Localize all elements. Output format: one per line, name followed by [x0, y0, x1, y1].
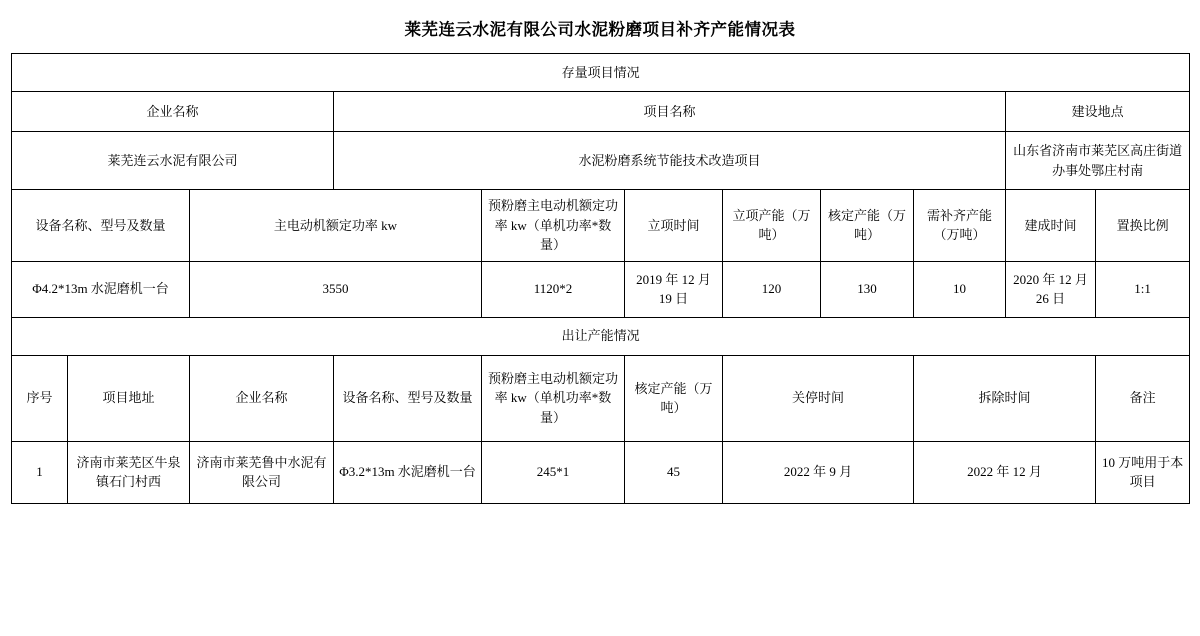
cell-pregrind-motor-power: 245*1	[482, 441, 625, 503]
table-row	[12, 190, 1190, 262]
header-required-capacity: 需补齐产能（万吨）	[914, 190, 1006, 262]
cell-project-address: 济南市莱芜区牛泉镇石门村西	[68, 441, 190, 503]
section-band-transfer	[12, 317, 1190, 355]
header-verified-capacity-2: 核定产能（万吨）	[625, 355, 723, 441]
cell-verified-capacity: 45	[625, 441, 723, 503]
header-company-name-2: 企业名称	[190, 355, 334, 441]
table-row	[12, 132, 1190, 190]
header-project-name: 项目名称	[334, 92, 1006, 132]
header-completion-date: 建成时间	[1006, 190, 1096, 262]
header-demolition-date: 拆除时间	[914, 355, 1096, 441]
header-approval-date: 立项时间	[625, 190, 723, 262]
value-approved-capacity: 120	[723, 261, 821, 317]
value-replacement-ratio: 1:1	[1096, 261, 1190, 317]
section-band-transfer-label: 出让产能情况	[12, 317, 1190, 355]
value-pregrind-motor-power: 1120*2	[482, 261, 625, 317]
header-project-address: 项目地址	[68, 355, 190, 441]
table-row	[12, 441, 1190, 503]
value-project-name: 水泥粉磨系统节能技术改造项目	[334, 132, 1006, 190]
cell-company-name: 济南市莱芜鲁中水泥有限公司	[190, 441, 334, 503]
header-equipment: 设备名称、型号及数量	[12, 190, 190, 262]
header-pregrind-motor-power-2: 预粉磨主电动机额定功率 kw（单机功率*数量）	[482, 355, 625, 441]
value-completion-date: 2020 年 12 月 26 日	[1006, 261, 1096, 317]
section-band-existing	[12, 54, 1190, 92]
cell-index: 1	[12, 441, 68, 503]
value-main-motor-power: 3550	[190, 261, 482, 317]
header-company-name: 企业名称	[12, 92, 334, 132]
cell-shutdown-date: 2022 年 9 月	[723, 441, 914, 503]
table-row	[12, 92, 1190, 132]
header-remarks: 备注	[1096, 355, 1190, 441]
cell-equipment: Φ3.2*13m 水泥磨机一台	[334, 441, 482, 503]
table-row	[12, 261, 1190, 317]
section-band-existing-label: 存量项目情况	[12, 54, 1190, 92]
header-replacement-ratio: 置换比例	[1096, 190, 1190, 262]
cell-demolition-date: 2022 年 12 月	[914, 441, 1096, 503]
value-company-name: 莱芜连云水泥有限公司	[12, 132, 334, 190]
header-main-motor-power: 主电动机额定功率 kw	[190, 190, 482, 262]
value-equipment: Φ4.2*13m 水泥磨机一台	[12, 261, 190, 317]
header-equipment-2: 设备名称、型号及数量	[334, 355, 482, 441]
value-approval-date: 2019 年 12 月 19 日	[625, 261, 723, 317]
value-build-location: 山东省济南市莱芜区高庄街道办事处鄂庄村南	[1006, 132, 1190, 190]
header-index: 序号	[12, 355, 68, 441]
header-shutdown-date: 关停时间	[723, 355, 914, 441]
table-row	[12, 355, 1190, 441]
header-verified-capacity: 核定产能（万吨）	[821, 190, 914, 262]
cell-remarks: 10 万吨用于本项目	[1096, 441, 1190, 503]
header-approved-capacity: 立项产能（万吨）	[723, 190, 821, 262]
capacity-table	[11, 53, 1190, 504]
page-title: 莱芜连云水泥有限公司水泥粉磨项目补齐产能情况表	[404, 21, 796, 39]
value-required-capacity: 10	[914, 261, 1006, 317]
header-build-location: 建设地点	[1006, 92, 1190, 132]
header-pregrind-motor-power: 预粉磨主电动机额定功率 kw（单机功率*数量）	[482, 190, 625, 262]
value-verified-capacity: 130	[821, 261, 914, 317]
